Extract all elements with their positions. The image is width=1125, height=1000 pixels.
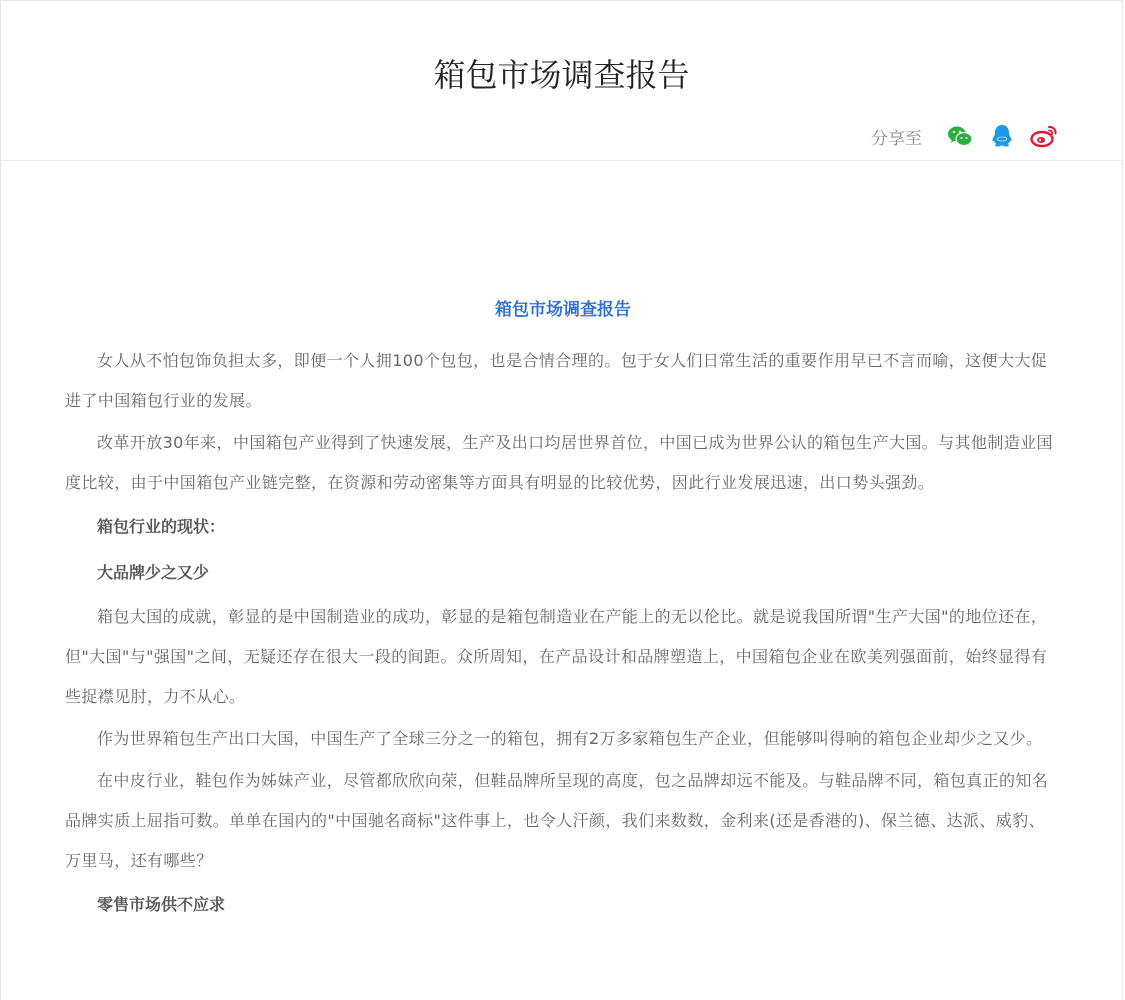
- paragraph: 作为世界箱包生产出口大国，中国生产了全球三分之一的箱包，拥有2万多家箱包生产企业，但能够叫得响的箱包企业却少之又少。: [97, 729, 1043, 748]
- paragraph: 在中皮行业，鞋包作为姊妹产业，尽管都欣欣向荣，但鞋品牌所呈现的高度，包之品牌却远不能及。与鞋品牌不同，箱包真正的知名品牌实质上屈指可数。单单在国内的"中国驰名商标"这件事上，也令人汗颜，我们来数数，金利来(还是香港的)、保兰德、达派、威豹、万里马，还有哪些？: [65, 771, 1049, 870]
- section-heading: 零售市场供不应求: [97, 895, 226, 914]
- section-heading: 大品牌少之又少: [97, 563, 210, 582]
- article-title: 箱包市场调查报告: [495, 300, 631, 320]
- share-label: 分享至: [871, 128, 922, 149]
- paragraph: 女人从不怕包饰负担太多，即便一个人拥100个包包，也是合情合理的。包于女人们日常生活的重要作用早已不言而喻，这便大大促进了中国箱包行业的发展。: [65, 351, 1048, 410]
- page-title: 箱包市场调查报告: [433, 56, 690, 94]
- weibo-icon[interactable]: [1028, 121, 1060, 151]
- wechat-icon[interactable]: [944, 121, 976, 151]
- section-heading: 箱包行业的现状：: [97, 517, 226, 536]
- qq-icon[interactable]: [986, 121, 1018, 151]
- paragraph: 箱包大国的成就，彰显的是中国制造业的成功，彰显的是箱包制造业在产能上的无以伦比。就是说我国所谓"生产大国"的地位还在，但"大国"与"强国"之间，无疑还存在很大一段的间距。众所周知，在产品设计和品牌塑造上，中国箱包企业在欧美列强面前，始终显得有些捉襟见肘，力不从心。: [65, 607, 1048, 706]
- paragraph: 改革开放30年来，中国箱包产业得到了快速发展，生产及出口均居世界首位，中国已成为世界公认的箱包生产大国。与其他制造业国度比较，由于中国箱包产业链完整，在资源和劳动密集等方面具有明显的比较优势，因此行业发展迅速，出口势头强劲。: [65, 433, 1053, 492]
- page-header: [1, 1, 1122, 161]
- article-body: [65, 291, 1061, 929]
- share-bar: [871, 121, 1060, 151]
